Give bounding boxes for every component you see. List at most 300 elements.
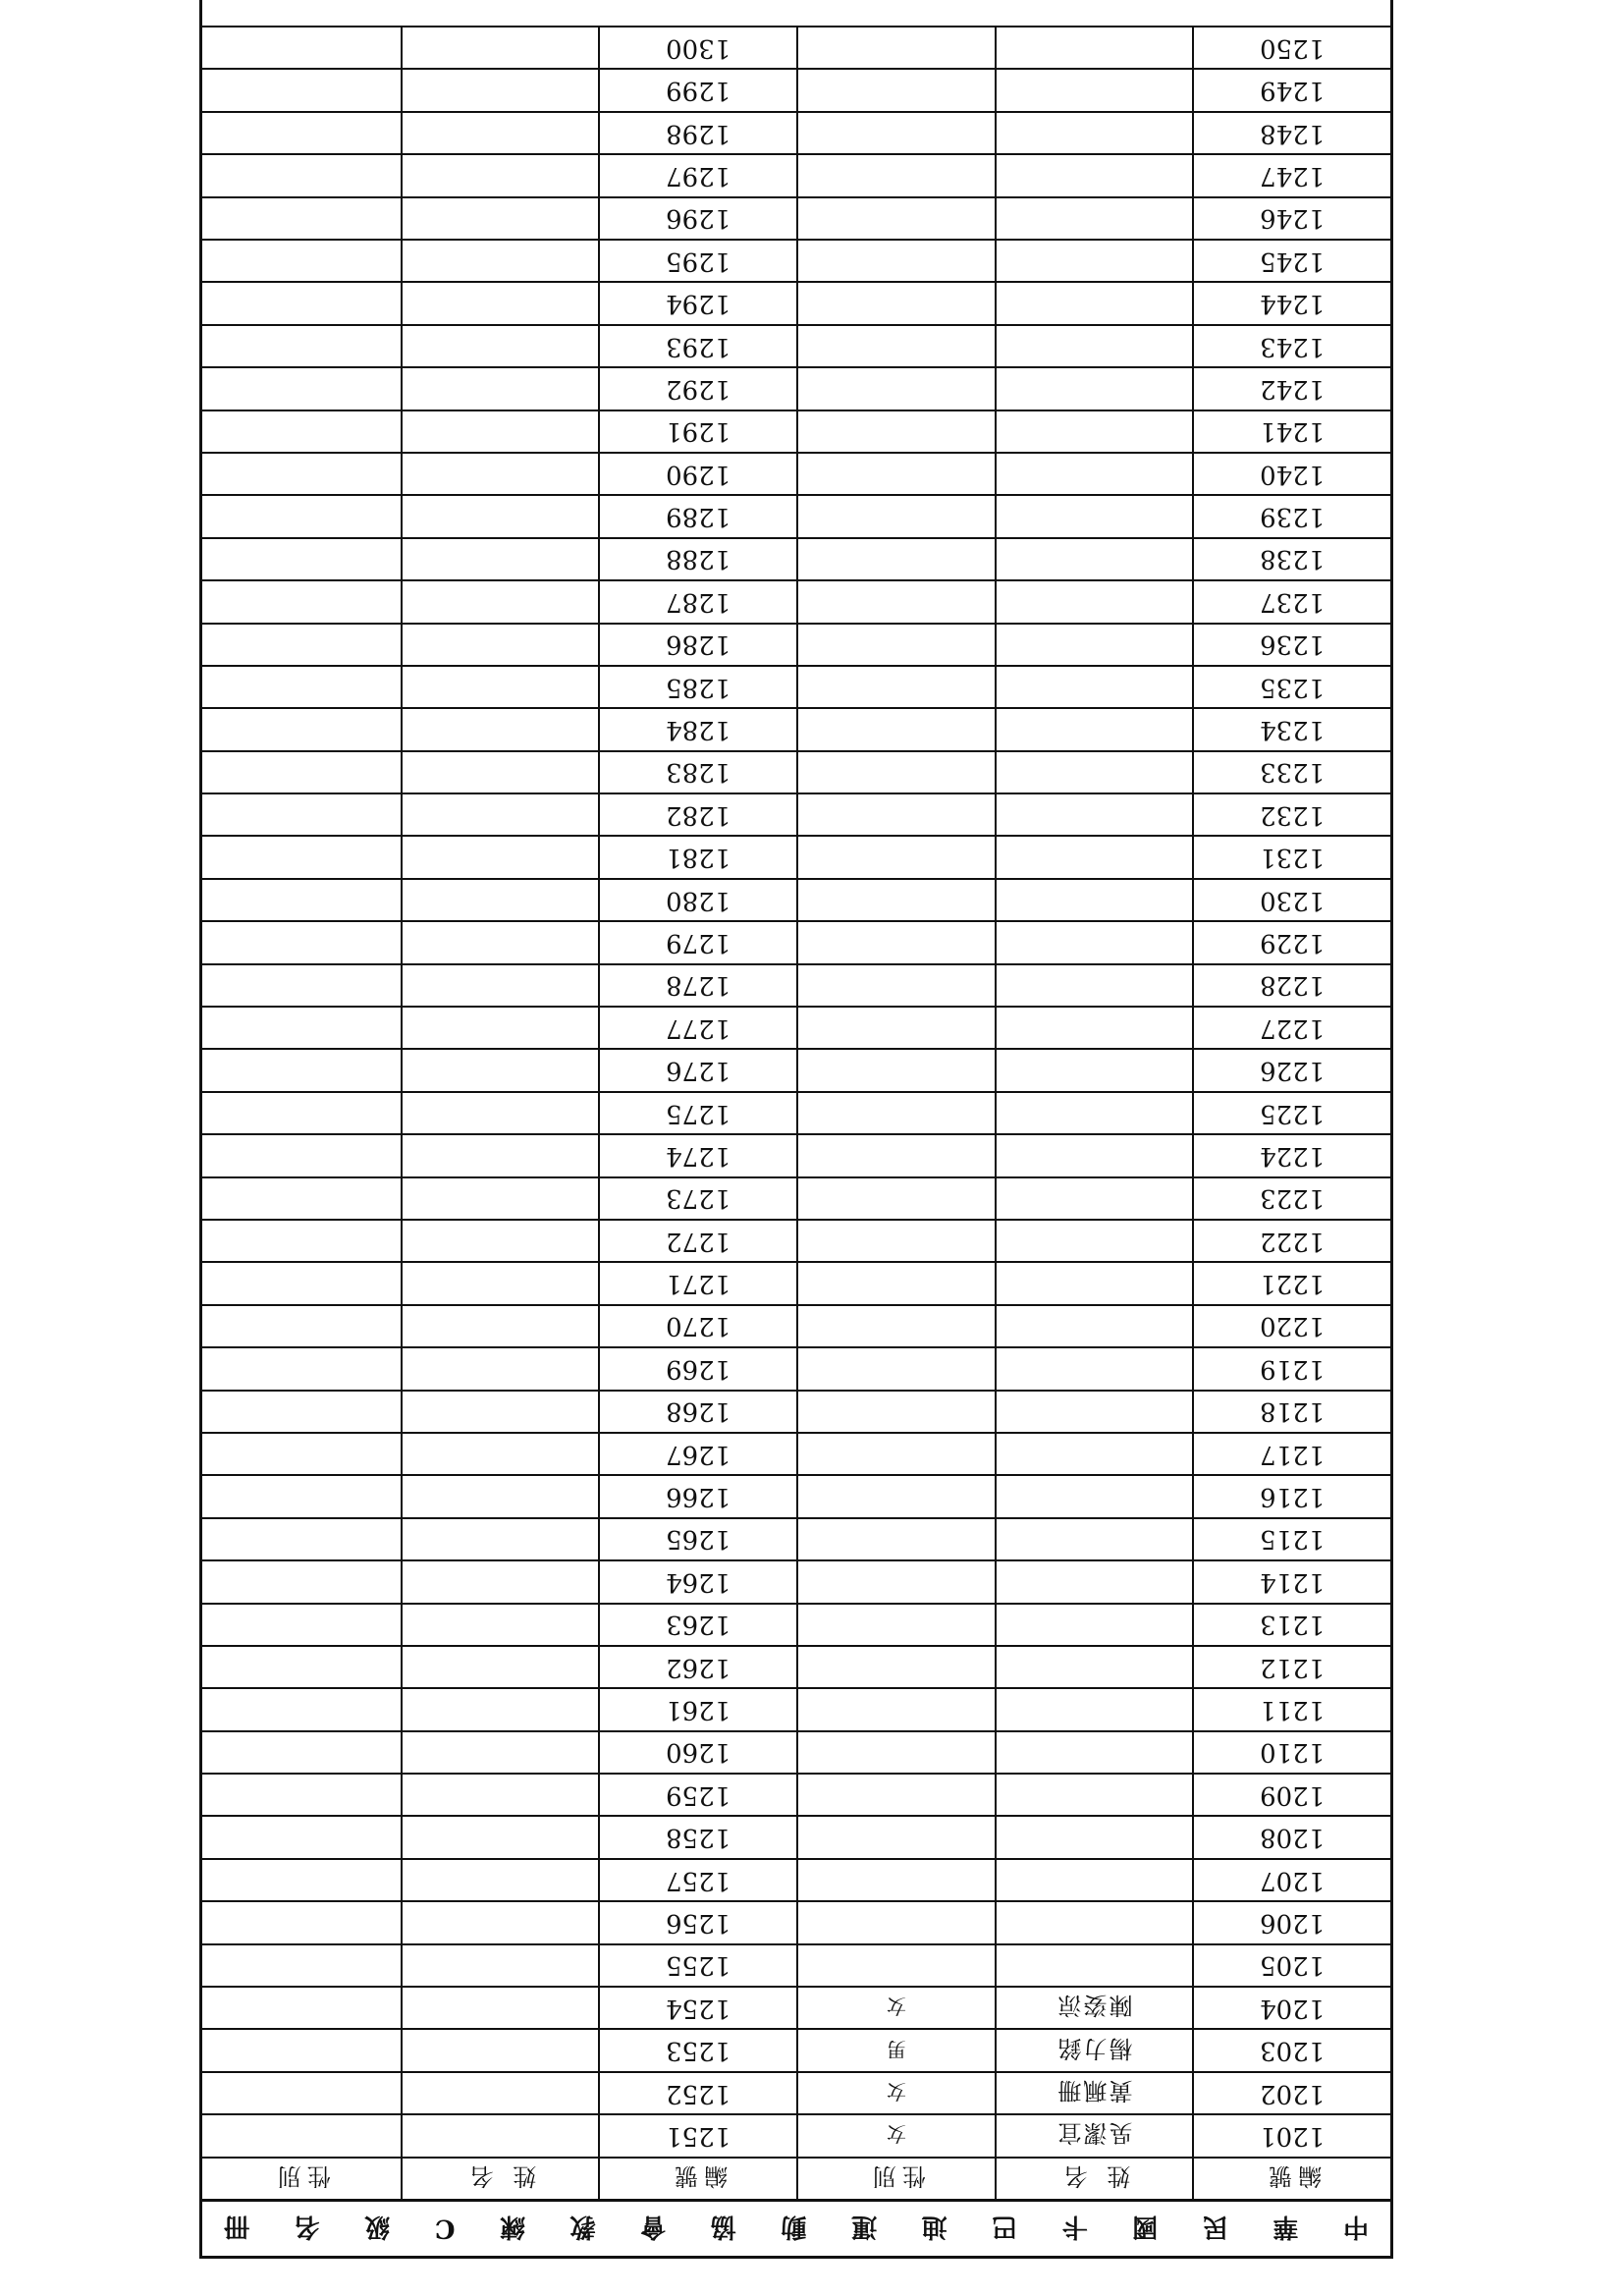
entry-name xyxy=(401,1304,599,1346)
entry-gender xyxy=(202,1432,401,1474)
column-header: 性別 xyxy=(796,2157,995,2199)
entry-gender xyxy=(202,111,401,153)
entry-number: 1272 xyxy=(598,1219,796,1261)
entry-gender xyxy=(202,665,401,707)
entry-gender xyxy=(796,1133,995,1175)
entry-name xyxy=(401,1006,599,1048)
title-char: 華 xyxy=(1272,2212,1299,2241)
title-char: 協 xyxy=(710,2212,736,2241)
entry-name xyxy=(401,111,599,153)
entry-gender xyxy=(202,793,401,835)
entry-name xyxy=(401,1943,599,1986)
entry-number: 1206 xyxy=(1192,1900,1390,1942)
entry-name xyxy=(995,1858,1193,1900)
entry-gender xyxy=(202,2071,401,2113)
entry-name xyxy=(995,878,1193,920)
title-char: 教 xyxy=(569,2212,596,2241)
entry-gender xyxy=(202,750,401,793)
entry-name xyxy=(995,1091,1193,1133)
entry-number: 1255 xyxy=(598,1943,796,1986)
entry-name xyxy=(401,1687,599,1729)
entry-name xyxy=(401,1986,599,2028)
column-header: 姓 名 xyxy=(995,2157,1193,2199)
entry-name xyxy=(995,793,1193,835)
roster-table xyxy=(202,26,1390,2199)
entry-gender xyxy=(796,111,995,153)
entry-name xyxy=(995,707,1193,749)
entry-name xyxy=(401,623,599,665)
entry-number: 1228 xyxy=(1192,963,1390,1006)
entry-name xyxy=(401,2028,599,2070)
entry-name xyxy=(995,1687,1193,1729)
entry-number: 1215 xyxy=(1192,1517,1390,1559)
entry-name xyxy=(995,366,1193,409)
entry-number: 1220 xyxy=(1192,1304,1390,1346)
entry-gender xyxy=(202,1645,401,1687)
entry-gender xyxy=(202,366,401,409)
entry-gender xyxy=(796,153,995,195)
entry-number: 1239 xyxy=(1192,494,1390,536)
entry-name xyxy=(995,494,1193,536)
entry-gender xyxy=(202,1815,401,1857)
entry-gender xyxy=(202,410,401,452)
entry-name xyxy=(401,196,599,239)
entry-number: 1226 xyxy=(1192,1048,1390,1090)
title-char: 國 xyxy=(1132,2212,1159,2241)
entry-gender xyxy=(796,1773,995,1815)
entry-number: 1290 xyxy=(598,452,796,494)
roster-sheet xyxy=(199,0,1393,2259)
entry-number: 1292 xyxy=(598,366,796,409)
entry-gender xyxy=(796,920,995,962)
entry-number: 1291 xyxy=(598,410,796,452)
entry-name xyxy=(995,1730,1193,1773)
entry-gender xyxy=(796,665,995,707)
entry-number: 1207 xyxy=(1192,1858,1390,1900)
entry-gender xyxy=(202,623,401,665)
entry-name xyxy=(401,1858,599,1900)
entry-number: 1229 xyxy=(1192,920,1390,962)
entry-number: 1216 xyxy=(1192,1474,1390,1516)
entry-name xyxy=(401,1517,599,1559)
entry-name xyxy=(401,1815,599,1857)
entry-gender xyxy=(202,1943,401,1986)
entry-number: 1274 xyxy=(598,1133,796,1175)
entry-number: 1244 xyxy=(1192,281,1390,323)
entry-number: 1296 xyxy=(598,196,796,239)
entry-gender xyxy=(796,366,995,409)
entry-gender xyxy=(796,1474,995,1516)
entry-name xyxy=(995,324,1193,366)
entry-gender xyxy=(202,2028,401,2070)
entry-number: 1204 xyxy=(1192,1986,1390,2028)
entry-name xyxy=(401,1390,599,1432)
entry-number: 1234 xyxy=(1192,707,1390,749)
entry-gender xyxy=(202,836,401,878)
entry-number: 1297 xyxy=(598,153,796,195)
entry-name: 楊力銘 xyxy=(995,2028,1193,2070)
entry-number: 1258 xyxy=(598,1815,796,1857)
entry-name xyxy=(401,2071,599,2113)
entry-number: 1230 xyxy=(1192,878,1390,920)
entry-number: 1298 xyxy=(598,111,796,153)
entry-gender xyxy=(202,1559,401,1602)
entry-name xyxy=(401,1176,599,1219)
entry-gender xyxy=(796,1943,995,1986)
entry-gender xyxy=(796,1091,995,1133)
entry-name xyxy=(995,1517,1193,1559)
entry-gender: 女 xyxy=(796,1986,995,2028)
entry-gender xyxy=(796,324,995,366)
entry-gender xyxy=(796,1730,995,1773)
entry-number: 1237 xyxy=(1192,579,1390,622)
entry-gender xyxy=(796,579,995,622)
entry-number: 1233 xyxy=(1192,750,1390,793)
entry-gender xyxy=(202,1261,401,1303)
entry-gender xyxy=(796,452,995,494)
entry-name xyxy=(401,494,599,536)
entry-gender xyxy=(202,1900,401,1942)
entry-gender xyxy=(796,1048,995,1090)
entry-number: 1243 xyxy=(1192,324,1390,366)
entry-name xyxy=(995,1390,1193,1432)
entry-gender xyxy=(202,1603,401,1645)
entry-name xyxy=(995,1261,1193,1303)
entry-number: 1218 xyxy=(1192,1390,1390,1432)
entry-number: 1232 xyxy=(1192,793,1390,835)
entry-name xyxy=(401,153,599,195)
entry-gender xyxy=(202,1176,401,1219)
entry-number: 1208 xyxy=(1192,1815,1390,1857)
entry-name xyxy=(995,153,1193,195)
entry-name xyxy=(401,1559,599,1602)
entry-number: 1283 xyxy=(598,750,796,793)
entry-number: 1201 xyxy=(1192,2113,1390,2156)
entry-gender xyxy=(202,1390,401,1432)
entry-gender xyxy=(796,1603,995,1645)
entry-name xyxy=(995,1773,1193,1815)
entry-number: 1299 xyxy=(598,68,796,110)
entry-number: 1284 xyxy=(598,707,796,749)
entry-gender xyxy=(796,836,995,878)
entry-name xyxy=(995,1474,1193,1516)
entry-gender xyxy=(202,878,401,920)
entry-name xyxy=(995,1432,1193,1474)
entry-name xyxy=(995,111,1193,153)
entry-gender xyxy=(202,920,401,962)
entry-name xyxy=(401,1474,599,1516)
entry-name xyxy=(401,750,599,793)
title-char: 巴 xyxy=(992,2212,1018,2241)
entry-name xyxy=(401,665,599,707)
entry-name xyxy=(401,1048,599,1090)
entry-gender xyxy=(796,68,995,110)
entry-gender xyxy=(202,1219,401,1261)
entry-number: 1267 xyxy=(598,1432,796,1474)
entry-name xyxy=(995,1006,1193,1048)
entry-number: 1262 xyxy=(598,1645,796,1687)
entry-gender xyxy=(202,26,401,68)
entry-name xyxy=(401,1773,599,1815)
entry-number: 1225 xyxy=(1192,1091,1390,1133)
entry-name xyxy=(995,196,1193,239)
entry-gender xyxy=(796,537,995,579)
title-char: 名 xyxy=(294,2212,320,2241)
entry-name xyxy=(995,665,1193,707)
entry-number: 1263 xyxy=(598,1603,796,1645)
column-header: 編號 xyxy=(598,2157,796,2199)
entry-name xyxy=(995,1346,1193,1389)
entry-number: 1275 xyxy=(598,1091,796,1133)
entry-number: 1261 xyxy=(598,1687,796,1729)
entry-number: 1288 xyxy=(598,537,796,579)
entry-gender xyxy=(202,2113,401,2156)
entry-number: 1257 xyxy=(598,1858,796,1900)
entry-name xyxy=(401,963,599,1006)
entry-name xyxy=(995,410,1193,452)
column-header: 性別 xyxy=(202,2157,401,2199)
entry-gender xyxy=(202,1006,401,1048)
entry-name xyxy=(401,1645,599,1687)
entry-number: 1210 xyxy=(1192,1730,1390,1773)
entry-name xyxy=(401,920,599,962)
entry-gender xyxy=(202,494,401,536)
entry-gender xyxy=(202,1773,401,1815)
entry-name xyxy=(401,1730,599,1773)
entry-number: 1205 xyxy=(1192,1943,1390,1986)
entry-number: 1271 xyxy=(598,1261,796,1303)
entry-number: 1245 xyxy=(1192,239,1390,281)
entry-name xyxy=(401,1133,599,1175)
title-char: 會 xyxy=(640,2212,667,2241)
entry-name xyxy=(401,410,599,452)
entry-gender xyxy=(202,281,401,323)
title-char: 級 xyxy=(364,2212,391,2241)
entry-name: 吳潔宜 xyxy=(995,2113,1193,2156)
entry-name xyxy=(401,1219,599,1261)
entry-number: 1300 xyxy=(598,26,796,68)
entry-number: 1227 xyxy=(1192,1006,1390,1048)
entry-gender xyxy=(796,793,995,835)
entry-name xyxy=(995,1815,1193,1857)
title-char: 迪 xyxy=(921,2212,947,2241)
entry-number: 1249 xyxy=(1192,68,1390,110)
entry-name xyxy=(401,239,599,281)
entry-name xyxy=(401,878,599,920)
title-char: 運 xyxy=(850,2212,877,2241)
entry-name xyxy=(401,707,599,749)
entry-number: 1240 xyxy=(1192,452,1390,494)
entry-name xyxy=(995,1048,1193,1090)
entry-name xyxy=(995,1559,1193,1602)
entry-number: 1238 xyxy=(1192,537,1390,579)
entry-name xyxy=(995,1133,1193,1175)
entry-number: 1250 xyxy=(1192,26,1390,68)
entry-number: 1277 xyxy=(598,1006,796,1048)
entry-number: 1266 xyxy=(598,1474,796,1516)
entry-name xyxy=(401,452,599,494)
entry-number: 1231 xyxy=(1192,836,1390,878)
entry-number: 1256 xyxy=(598,1900,796,1942)
entry-number: 1286 xyxy=(598,623,796,665)
entry-name xyxy=(401,281,599,323)
entry-name xyxy=(995,239,1193,281)
entry-number: 1259 xyxy=(598,1773,796,1815)
title-char: C xyxy=(434,2214,456,2244)
entry-name xyxy=(401,1900,599,1942)
entry-number: 1282 xyxy=(598,793,796,835)
entry-number: 1219 xyxy=(1192,1346,1390,1389)
title-char: 中 xyxy=(1342,2212,1369,2241)
entry-number: 1281 xyxy=(598,836,796,878)
entry-number: 1235 xyxy=(1192,665,1390,707)
entry-number: 1295 xyxy=(598,239,796,281)
entry-number: 1246 xyxy=(1192,196,1390,239)
entry-gender xyxy=(202,1304,401,1346)
entry-gender xyxy=(796,623,995,665)
entry-name xyxy=(401,324,599,366)
entry-gender xyxy=(796,1559,995,1602)
entry-name xyxy=(995,579,1193,622)
entry-number: 1252 xyxy=(598,2071,796,2113)
entry-name xyxy=(995,537,1193,579)
entry-name xyxy=(995,1176,1193,1219)
entry-name xyxy=(401,537,599,579)
entry-number: 1242 xyxy=(1192,366,1390,409)
entry-gender xyxy=(796,1304,995,1346)
entry-number: 1248 xyxy=(1192,111,1390,153)
entry-name xyxy=(995,281,1193,323)
entry-gender xyxy=(796,963,995,1006)
title-char: 卡 xyxy=(1061,2212,1088,2241)
entry-number: 1279 xyxy=(598,920,796,962)
entry-number: 1241 xyxy=(1192,410,1390,452)
entry-gender xyxy=(796,494,995,536)
entry-name xyxy=(401,1091,599,1133)
entry-gender xyxy=(796,1858,995,1900)
entry-gender xyxy=(796,1261,995,1303)
entry-name xyxy=(995,623,1193,665)
entry-name xyxy=(401,1261,599,1303)
entry-name xyxy=(995,920,1193,962)
entry-number: 1247 xyxy=(1192,153,1390,195)
entry-number: 1268 xyxy=(598,1390,796,1432)
entry-name xyxy=(995,963,1193,1006)
entry-gender xyxy=(796,239,995,281)
entry-gender xyxy=(202,1091,401,1133)
entry-number: 1253 xyxy=(598,2028,796,2070)
entry-gender xyxy=(796,750,995,793)
entry-name xyxy=(995,1943,1193,1986)
entry-gender xyxy=(796,410,995,452)
entry-number: 1236 xyxy=(1192,623,1390,665)
entry-gender xyxy=(202,324,401,366)
entry-number: 1222 xyxy=(1192,1219,1390,1261)
entry-number: 1203 xyxy=(1192,2028,1390,2070)
entry-number: 1273 xyxy=(598,1176,796,1219)
entry-name xyxy=(401,26,599,68)
entry-gender xyxy=(202,707,401,749)
entry-gender xyxy=(202,1346,401,1389)
column-header: 姓 名 xyxy=(401,2157,599,2199)
entry-name xyxy=(401,793,599,835)
entry-gender xyxy=(796,281,995,323)
entry-gender xyxy=(202,1858,401,1900)
entry-number: 1276 xyxy=(598,1048,796,1090)
title-char: 練 xyxy=(500,2212,526,2241)
entry-gender xyxy=(796,1006,995,1048)
entry-name xyxy=(401,68,599,110)
entry-number: 1251 xyxy=(598,2113,796,2156)
entry-number: 1293 xyxy=(598,324,796,366)
title-char: 民 xyxy=(1202,2212,1228,2241)
entry-gender xyxy=(202,963,401,1006)
entry-name xyxy=(401,2113,599,2156)
document-title xyxy=(202,2199,1390,2256)
entry-name xyxy=(995,1900,1193,1942)
entry-gender xyxy=(796,1176,995,1219)
entry-gender xyxy=(796,26,995,68)
entry-name xyxy=(995,1645,1193,1687)
title-char: 冊 xyxy=(224,2212,250,2241)
entry-gender xyxy=(796,1517,995,1559)
entry-gender xyxy=(202,1986,401,2028)
entry-number: 1211 xyxy=(1192,1687,1390,1729)
entry-gender xyxy=(202,537,401,579)
entry-gender xyxy=(796,1645,995,1687)
entry-number: 1285 xyxy=(598,665,796,707)
entry-name xyxy=(995,1603,1193,1645)
entry-gender xyxy=(202,1133,401,1175)
entry-gender xyxy=(202,1048,401,1090)
entry-gender xyxy=(202,153,401,195)
title-char: 動 xyxy=(781,2212,807,2241)
entry-gender xyxy=(796,1432,995,1474)
entry-gender xyxy=(202,579,401,622)
entry-gender xyxy=(796,1687,995,1729)
entry-name xyxy=(401,1603,599,1645)
entry-number: 1202 xyxy=(1192,2071,1390,2113)
entry-number: 1269 xyxy=(598,1346,796,1389)
entry-gender xyxy=(796,1900,995,1942)
entry-name xyxy=(401,366,599,409)
entry-number: 1213 xyxy=(1192,1603,1390,1645)
entry-gender xyxy=(202,1517,401,1559)
entry-name xyxy=(995,1304,1193,1346)
entry-number: 1214 xyxy=(1192,1559,1390,1602)
entry-name xyxy=(995,750,1193,793)
entry-number: 1224 xyxy=(1192,1133,1390,1175)
entry-number: 1254 xyxy=(598,1986,796,2028)
entry-gender xyxy=(202,1474,401,1516)
entry-gender: 女 xyxy=(796,2113,995,2156)
entry-number: 1270 xyxy=(598,1304,796,1346)
entry-gender: 女 xyxy=(796,2071,995,2113)
entry-number: 1212 xyxy=(1192,1645,1390,1687)
entry-name xyxy=(995,68,1193,110)
entry-number: 1265 xyxy=(598,1517,796,1559)
entry-name xyxy=(995,836,1193,878)
entry-name: 陳姿涼 xyxy=(995,1986,1193,2028)
entry-gender xyxy=(796,196,995,239)
entry-number: 1221 xyxy=(1192,1261,1390,1303)
entry-gender xyxy=(796,1346,995,1389)
entry-gender xyxy=(202,68,401,110)
entry-gender xyxy=(202,239,401,281)
entry-gender xyxy=(202,1730,401,1773)
entry-number: 1294 xyxy=(598,281,796,323)
entry-number: 1264 xyxy=(598,1559,796,1602)
